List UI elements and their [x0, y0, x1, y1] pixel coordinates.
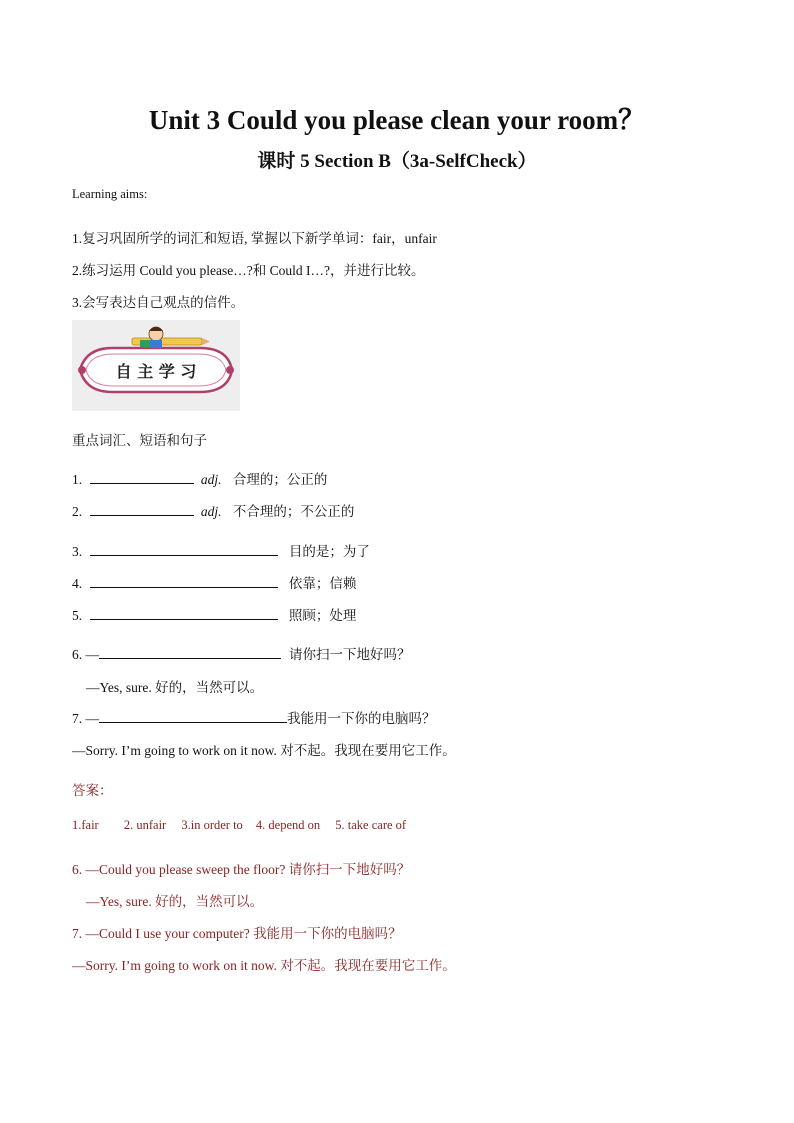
part-of-speech: adj. — [200, 472, 222, 487]
item-meaning: 合理的；公正的 — [232, 472, 328, 487]
aim-item-2: 2.练习运用 Could you please…?和 Could I…?，并进行比较。 — [72, 263, 425, 278]
fill-blank-7[interactable] — [99, 710, 287, 723]
sentence-prefix: 6. — — [72, 647, 99, 662]
vocab-item-3 — [72, 540, 370, 560]
badge-text: 自 主 学 习 — [115, 362, 197, 381]
item-number: 5. — [72, 608, 83, 623]
fill-blank-4[interactable] — [90, 575, 278, 588]
vocab-item-2 — [72, 500, 354, 520]
page-subtitle: 课时 5 Section B（3a-SelfCheck） — [257, 151, 537, 172]
sentence-7 — [72, 707, 436, 727]
answers-list — [72, 818, 406, 833]
aim-item-1: 1.复习巩固所学的词汇和短语, 掌握以下新学单词：fair，unfair — [72, 231, 437, 246]
vocab-item-4 — [72, 572, 356, 592]
answer-3: 3.in order to — [181, 818, 243, 832]
fill-blank-1[interactable] — [90, 471, 194, 484]
sentence-meaning: 请你扫一下地好吗？ — [289, 647, 411, 662]
aims-heading: Learning aims: — [72, 187, 148, 201]
item-number: 2. — [72, 504, 83, 519]
answer-6: 6. —Could you please sweep the floor? 请你扫一下地好吗？ — [72, 862, 411, 877]
sentence-meaning: 我能用一下你的电脑吗？ — [287, 711, 436, 726]
sentence-6-reply: —Yes, sure. 好的，当然可以。 — [86, 680, 264, 695]
answer-7-reply: —Sorry. I’m going to work on it now. 对不起。我现在要用它工作。 — [72, 958, 456, 973]
fill-blank-5[interactable] — [90, 607, 278, 620]
answer-4: 4. depend on — [255, 818, 321, 832]
vocab-heading: 重点词汇、短语和句子 — [72, 433, 207, 448]
page-title: Unit 3 Could you please clean your room？ — [148, 105, 646, 135]
sentence-prefix: 7. — — [72, 711, 99, 726]
answer-2: 2. unfair — [123, 818, 167, 832]
item-meaning: 照顾；处理 — [288, 608, 357, 623]
item-meaning: 目的是；为了 — [288, 544, 370, 559]
vocab-item-1 — [72, 468, 327, 488]
answer-1: 1.fair — [72, 818, 99, 832]
item-number: 3. — [72, 544, 83, 559]
fill-blank-2[interactable] — [90, 503, 194, 516]
sentence-6 — [72, 643, 411, 663]
vocab-item-5 — [72, 604, 356, 624]
fill-blank-3[interactable] — [90, 543, 278, 556]
fill-blank-6[interactable] — [99, 646, 281, 659]
part-of-speech: adj. — [200, 504, 222, 519]
answers-heading: 答案： — [72, 783, 113, 798]
answer-6-reply: —Yes, sure. 好的，当然可以。 — [86, 894, 264, 909]
item-meaning: 不合理的；不公正的 — [232, 504, 355, 519]
answer-5: 5. take care of — [335, 818, 407, 832]
item-meaning: 依靠；信赖 — [288, 576, 357, 591]
item-number: 1. — [72, 472, 83, 487]
sentence-7-reply: —Sorry. I’m going to work on it now. 对不起。我现在要用它工作。 — [72, 743, 456, 758]
item-number: 4. — [72, 576, 83, 591]
self-study-badge — [72, 320, 240, 411]
aim-item-3: 3.会写表达自己观点的信件。 — [72, 295, 245, 310]
answer-7: 7. —Could I use your computer? 我能用一下你的电脑吗？ — [72, 926, 402, 941]
